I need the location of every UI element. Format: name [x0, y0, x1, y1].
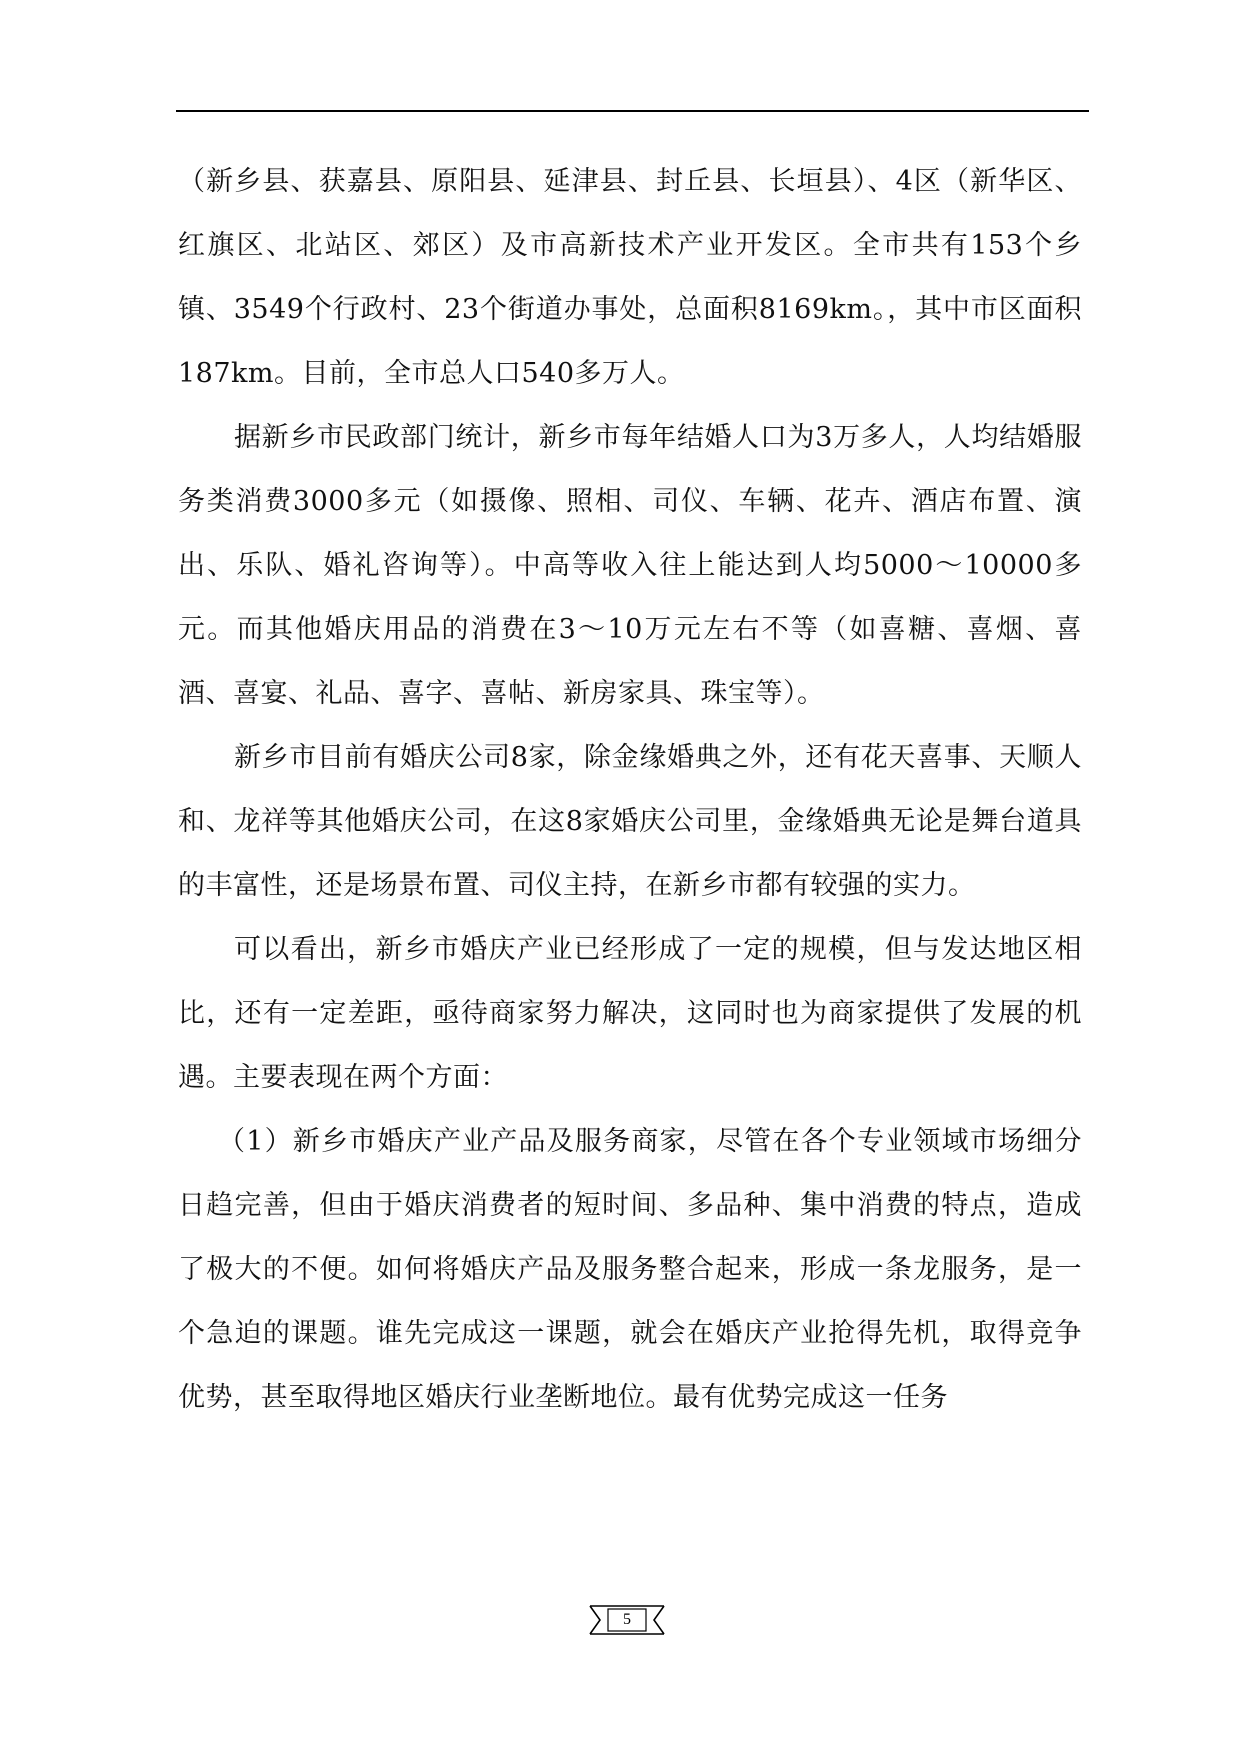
header-rule: [176, 110, 1089, 112]
paragraph-wedding-consumption: 据新乡市民政部门统计，新乡市每年结婚人口为3万多人，人均结婚服务类消费3000多元（如摄像、照相、司仪、车辆、花卉、酒店布置、演出、乐队、婚礼咨询等）。中高等收入往上能达到人均5000～10000多元。而其他婚庆用品的消费在3～10万元左右不等（如喜糖、喜烟、喜酒、喜宴、礼品、喜字、喜帖、新房家具、珠宝等）。: [178, 422, 1082, 709]
paragraph-wedding-companies: 新乡市目前有婚庆公司8家，除金缘婚典之外，还有花天喜事、天顺人和、龙祥等其他婚庆公司，在这8家婚庆公司里，金缘婚典无论是舞台道具的丰富性，还是场景布置、司仪主持，在新乡市都有较强的实力。: [178, 742, 1082, 901]
paragraph-point-one: （1）新乡市婚庆产业产品及服务商家，尽管在各个专业领域市场细分日趋完善，但由于婚庆消费者的短时间、多品种、集中消费的特点，造成了极大的不便。如何将婚庆产品及服务整合起来，形成一条龙服务，是一个急迫的课题。谁先完成这一课题，就会在婚庆产业抢得先机，取得竞争优势，甚至取得地区婚庆行业垄断地位。最有优势完成这一任务: [178, 1126, 1082, 1413]
page-number: 5: [623, 1611, 631, 1628]
document-body: [178, 150, 1082, 1430]
paragraph-industry-scale: 可以看出，新乡市婚庆产业已经形成了一定的规模，但与发达地区相比，还有一定差距，亟待商家努力解决，这同时也为商家提供了发展的机遇。主要表现在两个方面：: [178, 934, 1082, 1093]
page-number-badge: [588, 1603, 666, 1637]
paragraph-regions-continued: （新乡县、获嘉县、原阳县、延津县、封丘县、长垣县）、4区（新华区、红旗区、北站区、郊区）及市高新技术产业开发区。全市共有153个乡镇、3549个行政村、23个街道办事处，总面积8169km。，其中市区面积187km。目前，全市总人口540多万人。: [178, 166, 1082, 389]
